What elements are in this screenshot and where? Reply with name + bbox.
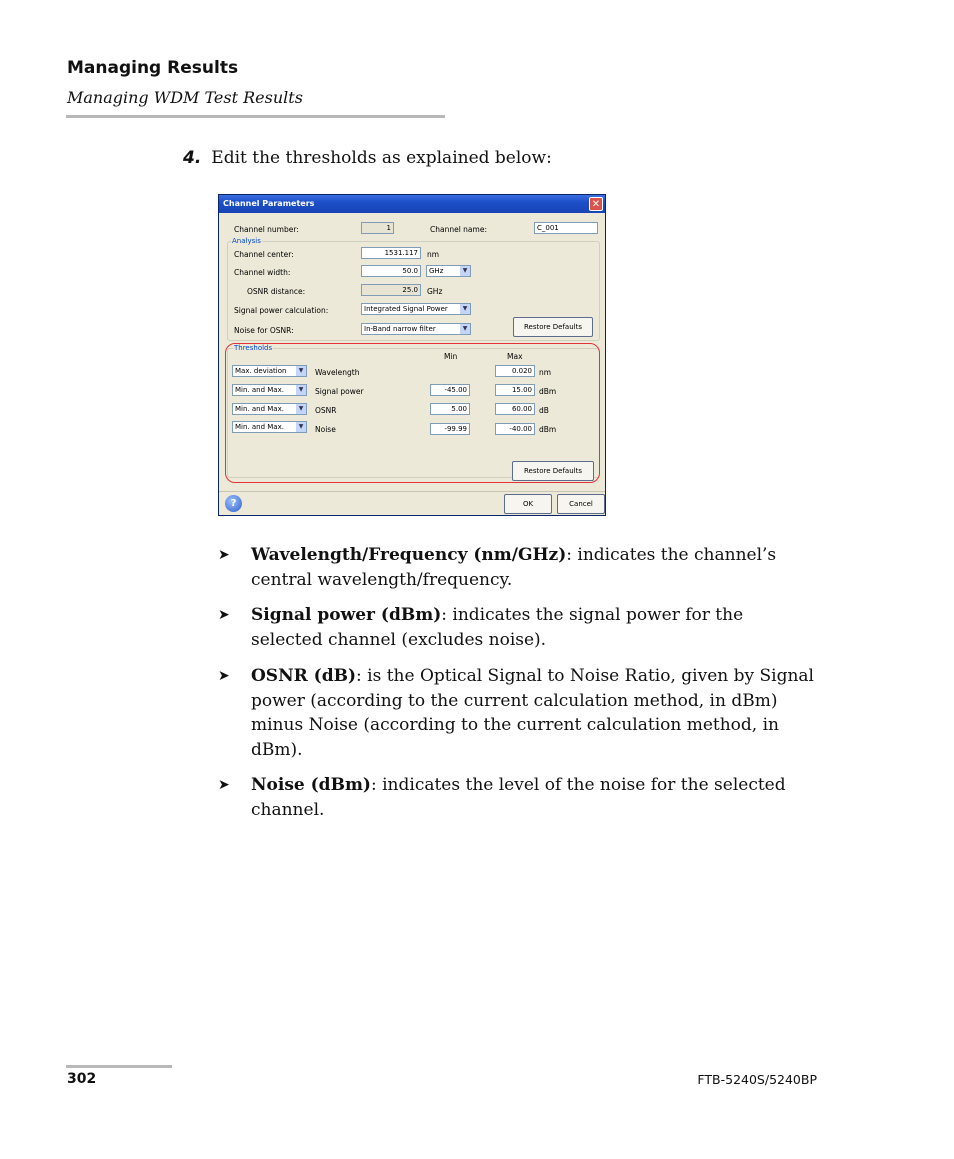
step-number: 4.	[183, 148, 202, 168]
threshold-max-field[interactable]: 0.020	[495, 365, 535, 377]
chevron-down-icon: ▼	[296, 404, 306, 414]
dialog-footer-divider	[219, 491, 605, 492]
section-title: Managing Results	[67, 58, 239, 78]
threshold-mode-select[interactable]	[232, 421, 307, 433]
help-icon[interactable]: ?	[225, 495, 242, 512]
threshold-name: OSNR	[315, 406, 337, 415]
cancel-button[interactable]: Cancel	[557, 494, 605, 514]
channel-name-field[interactable]: C_001	[534, 222, 598, 234]
channel-number-label: Channel number:	[234, 225, 299, 234]
bullet-wavelength	[218, 543, 818, 592]
signal-power-calc-label: Signal power calculation:	[234, 306, 329, 315]
bullet-osnr	[218, 664, 818, 762]
threshold-unit: nm	[539, 368, 552, 377]
threshold-mode-value: Min. and Max.	[235, 386, 284, 394]
threshold-mode-select[interactable]	[232, 384, 307, 396]
osnr-distance-label: OSNR distance:	[247, 287, 306, 296]
ok-button[interactable]: OK	[504, 494, 552, 514]
threshold-unit: dB	[539, 406, 549, 415]
threshold-mode-value: Min. and Max.	[235, 405, 284, 413]
noise-osnr-select[interactable]	[361, 323, 471, 335]
threshold-mode-select[interactable]	[232, 403, 307, 415]
channel-number-field: 1	[361, 222, 394, 234]
threshold-mode-value: Min. and Max.	[235, 423, 284, 431]
noise-osnr-value: In-Band narrow filter	[364, 325, 436, 333]
bullet-arrow-icon: ➤	[218, 607, 230, 623]
bullet-term: Signal power (dBm)	[251, 605, 442, 625]
osnr-distance-unit: GHz	[427, 287, 443, 296]
restore-defaults-button-thresholds[interactable]: Restore Defaults	[512, 461, 594, 481]
threshold-min-field[interactable]: 5.00	[430, 403, 470, 415]
chevron-down-icon: ▼	[296, 422, 306, 432]
restore-defaults-button-analysis[interactable]: Restore Defaults	[513, 317, 593, 337]
threshold-unit: dBm	[539, 387, 557, 396]
threshold-unit: dBm	[539, 425, 557, 434]
channel-width-field[interactable]: 50.0	[361, 265, 421, 277]
threshold-name: Signal power	[315, 387, 364, 396]
channel-name-label: Channel name:	[430, 225, 487, 234]
channel-width-label: Channel width:	[234, 268, 291, 277]
analysis-group-label: Analysis	[232, 237, 261, 245]
channel-center-label: Channel center:	[234, 250, 294, 259]
threshold-min-field[interactable]: -99.99	[430, 423, 470, 435]
chevron-down-icon: ▼	[460, 304, 470, 314]
channel-center-unit: nm	[427, 250, 440, 259]
signal-power-calc-select[interactable]	[361, 303, 471, 315]
dialog-titlebar	[219, 195, 605, 213]
threshold-max-field[interactable]: 60.00	[495, 403, 535, 415]
chevron-down-icon: ▼	[460, 266, 470, 276]
channel-center-field[interactable]: 1531.117	[361, 247, 421, 259]
threshold-max-field[interactable]: -40.00	[495, 423, 535, 435]
close-icon[interactable]: ✕	[589, 197, 603, 211]
bullet-desc: : is the Optical Signal to Noise Ratio, given by Signal power (according to the current calculation method, in dBm) minus Noise (according to the current calculation method, in dBm).	[251, 666, 814, 760]
max-header: Max	[507, 352, 523, 361]
channel-width-unit-value: GHz	[429, 267, 444, 275]
bullet-arrow-icon: ➤	[218, 777, 230, 793]
bullet-desc: : indicates the level of the noise for the selected channel.	[251, 775, 786, 820]
section-subtitle: Managing WDM Test Results	[67, 88, 303, 107]
channel-parameters-dialog	[218, 194, 606, 516]
threshold-name: Wavelength	[315, 368, 360, 377]
step-text: Edit the thresholds as explained below:	[211, 148, 552, 168]
header-rule	[66, 115, 445, 118]
chevron-down-icon: ▼	[296, 366, 306, 376]
chevron-down-icon: ▼	[460, 324, 470, 334]
bullet-signal-power	[218, 603, 818, 652]
bullet-arrow-icon: ➤	[218, 668, 230, 684]
bullet-arrow-icon: ➤	[218, 547, 230, 563]
channel-width-unit-select[interactable]	[426, 265, 471, 277]
footer-rule	[66, 1065, 172, 1068]
threshold-min-field[interactable]: -45.00	[430, 384, 470, 396]
dialog-title: Channel Parameters	[223, 199, 315, 208]
product-model: FTB-5240S/5240BP	[697, 1072, 817, 1087]
thresholds-group-label: Thresholds	[234, 344, 273, 352]
threshold-name: Noise	[315, 425, 336, 434]
page-number: 302	[67, 1071, 97, 1087]
threshold-max-field[interactable]: 15.00	[495, 384, 535, 396]
osnr-distance-field: 25.0	[361, 284, 421, 296]
min-header: Min	[444, 352, 458, 361]
step-4	[183, 148, 552, 168]
bullet-term: Wavelength/Frequency (nm/GHz)	[251, 545, 567, 565]
bullet-term: OSNR (dB)	[251, 666, 357, 686]
bullet-desc: : indicates the signal power for the selected channel (excludes noise).	[251, 605, 744, 650]
bullet-desc: : indicates the channel’s central wavelength/frequency.	[251, 545, 777, 590]
noise-osnr-label: Noise for OSNR:	[234, 326, 294, 335]
threshold-mode-value: Max. deviation	[235, 367, 287, 375]
chevron-down-icon: ▼	[296, 385, 306, 395]
signal-power-calc-value: Integrated Signal Power	[364, 305, 448, 313]
bullet-term: Noise (dBm)	[251, 775, 371, 795]
bullet-noise	[218, 773, 818, 822]
threshold-mode-select[interactable]	[232, 365, 307, 377]
